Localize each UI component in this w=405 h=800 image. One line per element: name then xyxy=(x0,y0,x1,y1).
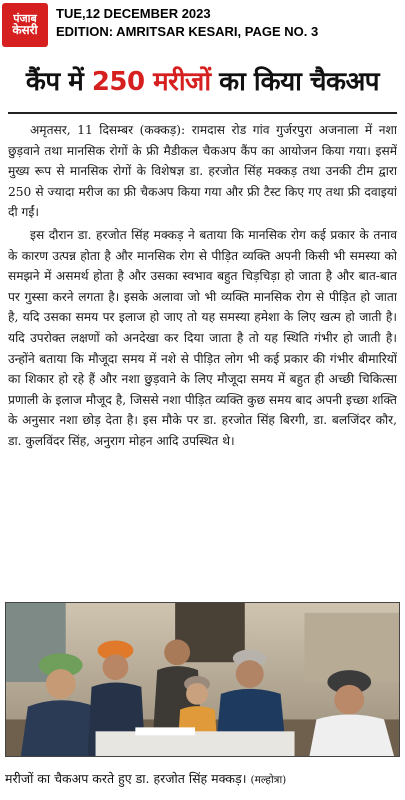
article-paragraph-2: इस दौरान डा. हरजोत सिंह मक्कड़ ने बताया कि मानसिक रोग कई प्रकार के तनाव के कारण उत्पन्न होता है और मानसिक रोग से पीड़ित व्यक्ति अपनी किसी भी समस्या को समझने में असमर्थ होता है और उसका स्वभाव बहुत चिड़चिड़ा हो जाता है और बात-बात पर गुस्सा करने लगता है। इसके अलावा जो भी व्यक्ति मानसिक रोग से पीड़ित हो जाता है, यदि उसका समय पर इलाज हो जाए तो यह समस्या हमेशा के लिए खत्म हो जाती है। यदि उपरोक्त लक्षणों को अनदेखा कर दिया जाता है तो यह स्थिति गंभीर हो जाती है। उन्होंने बताया कि मौजूदा समय में नशे से पीड़ित लोग भी कई प्रकार की गंभीर बीमारियों का शिकार हो रहे हैं और नशा छुड़वाने के लिए मौजूदा समय में बहुत ही अच्छी चिकित्सा प्रणाली के इलाज मौजूद है, जिससे नशा पीड़ित व्यक्ति कुछ समय बाद अपनी इच्छा शक्ति के अनुसार नशा छोड़ देता है। इस मौके पर डा. हरजोत सिंह बिरगी, डा. बलजिंदर कौर, डा. कुलविंदर सिंह, अनुराग मोहन आदि उपस्थित थे। xyxy=(8,227,397,448)
headline-divider xyxy=(8,112,397,114)
headline-part-2: का किया चैकअप xyxy=(210,67,380,97)
photo-caption: मरीजों का चैकअप करते हुए डा. हरजोत सिंह मक्कड़। xyxy=(5,771,247,786)
article-paragraph-1: अमृतसर, 11 दिसम्बर (कक्कड़): रामदास रोड गांव गुर्जरपुरा अजनाला में नशा छुड़वाने तथा मानसिक रोगों के फ्री मैडीकल चैकअप कैंप का आयोजन किया गया। इसमें मुख्य रूप से मानसिक रोगों के विशेषज्ञ डा. हरजोत सिंह मक्कड़ तथा उनकी टीम द्वारा 250 से ज्यादा मरीज का फ्री चैकअप किया गया और फ्री टैस्ट किए गए तथा फ्री दवाइयां दी गईं। xyxy=(8,123,397,220)
article-photo xyxy=(5,602,400,757)
photo-credit: (मल्होत्रा) xyxy=(250,774,287,786)
headline-part-1: कैंप में xyxy=(25,67,92,97)
logo-line-1: पंजाब xyxy=(13,11,37,25)
edition-meta xyxy=(56,5,318,41)
headline-highlight: 250 मरीजों xyxy=(91,67,211,97)
photo-illustration xyxy=(6,603,399,756)
photo-caption-line xyxy=(5,766,400,792)
edition-info: EDITION: AMRITSAR KESARI, PAGE NO. 3 xyxy=(56,24,319,39)
article-body xyxy=(8,120,397,598)
logo-line-2: केसरी xyxy=(12,23,38,38)
newspaper-logo xyxy=(2,3,48,47)
article-headline xyxy=(0,62,405,106)
page-header xyxy=(0,0,405,52)
publication-date: TUE,12 DECEMBER 2023 xyxy=(56,6,211,21)
